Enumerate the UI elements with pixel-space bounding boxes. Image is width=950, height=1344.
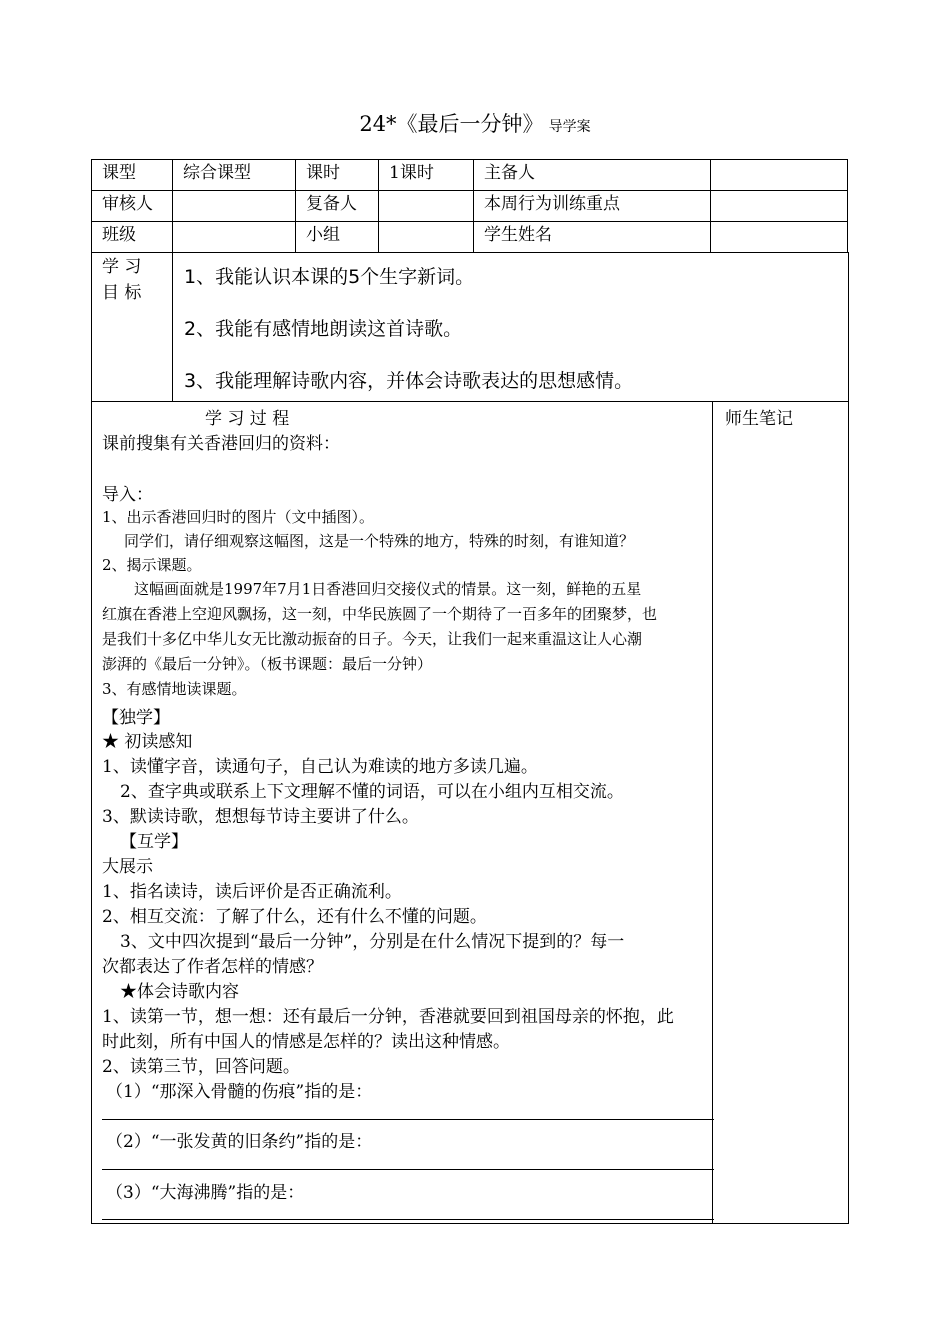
goal-item: 1、我能认识本课的5个生字新词。: [184, 266, 475, 288]
group-value: [379, 222, 474, 253]
group-label: 小组: [296, 222, 379, 253]
reviewer-value: [173, 191, 296, 222]
title-sub: 导学案: [548, 119, 591, 135]
header-row: [92, 191, 848, 222]
answer-line[interactable]: [102, 1119, 714, 1120]
process-line: （2）“一张发黄的旧条约”指的是：: [106, 1132, 373, 1152]
process-heading: 学 习 过 程: [205, 409, 290, 429]
process-line: 课前搜集有关香港回归的资料：: [102, 434, 340, 454]
student-name-label: 学生姓名: [474, 222, 711, 253]
learning-process-section: [91, 402, 849, 1224]
goals-label-line-1: 学 习: [102, 257, 142, 277]
period-label: 课时: [296, 160, 379, 191]
co-preparer-label: 复备人: [296, 191, 379, 222]
process-line: 1、指名读诗，读后评价是否正确流利。: [102, 882, 402, 902]
process-line: ★体会诗歌内容: [120, 982, 239, 1002]
process-line: 导入：: [102, 485, 153, 505]
process-line: 次都表达了作者怎样的情感？: [102, 957, 323, 977]
process-line: 澎湃的《最后一分钟》。（板书课题：最后一分钟）: [102, 655, 433, 673]
process-line: 这幅画面就是1997年7月1日香港回归交接仪式的情景。这一刻，鲜艳的五星: [134, 580, 642, 598]
process-line: 1、读第一节，想一想：还有最后一分钟，香港就要回到祖国母亲的怀抱，此: [102, 1007, 674, 1027]
lesson-type-label: 课型: [92, 160, 173, 191]
title-main: 24*《最后一分钟》: [359, 112, 544, 136]
student-name-value: [711, 222, 848, 253]
answer-line[interactable]: [102, 1169, 714, 1170]
header-table: [91, 159, 848, 253]
process-line: 大展示: [102, 857, 153, 877]
reviewer-label: 审核人: [92, 191, 173, 222]
process-line: 2、揭示课题。: [102, 556, 202, 574]
process-line: （1）“那深入骨髓的伤痕”指的是：: [106, 1082, 373, 1102]
notes-column: [712, 402, 850, 1223]
co-preparer-value: [379, 191, 474, 222]
lead-preparer-label: 主备人: [474, 160, 711, 191]
process-line: 【独学】: [102, 708, 170, 728]
process-line: 2、相互交流：了解了什么，还有什么不懂的问题。: [102, 907, 487, 927]
document-title: [0, 108, 950, 138]
goals-label-line-2: 目 标: [102, 283, 142, 303]
answer-line[interactable]: [102, 1219, 714, 1220]
process-line: 红旗在香港上空迎风飘扬，这一刻，中华民族圆了一个期待了一百多年的团聚梦，也: [102, 605, 658, 623]
period-value: 1课时: [379, 160, 474, 191]
header-row: [92, 222, 848, 253]
process-line: ★ 初读感知: [102, 732, 193, 752]
process-line: 1、出示香港回归时的图片（文中插图）。: [102, 508, 375, 526]
process-line: 时此刻，所有中国人的情感是怎样的？读出这种情感。: [102, 1032, 510, 1052]
process-line: 2、读第三节，回答问题。: [102, 1057, 300, 1077]
process-line: 【互学】: [120, 832, 188, 852]
process-line: 3、有感情地读课题。: [102, 680, 247, 698]
class-value: [173, 222, 296, 253]
learning-goals-label: [92, 252, 173, 401]
lesson-type-value: 综合课型: [173, 160, 296, 191]
process-line: 是我们十多亿中华儿女无比激动振奋的日子。今天，让我们一起来重温这让人心潮: [102, 630, 643, 648]
lead-preparer-value: [711, 160, 848, 191]
process-line: （3）“大海沸腾”指的是：: [106, 1183, 305, 1203]
process-line: 3、文中四次提到“最后一分钟”，分别是在什么情况下提到的？每一: [120, 932, 625, 952]
header-row: [92, 160, 848, 191]
weekly-focus-value: [711, 191, 848, 222]
process-line: 3、默读诗歌，想想每节诗主要讲了什么。: [102, 807, 419, 827]
process-line: 1、读懂字音，读通句子，自己认为难读的地方多读几遍。: [102, 757, 538, 777]
process-line: 同学们，请仔细观察这幅图，这是一个特殊的地方，特殊的时刻，有谁知道？: [124, 532, 635, 550]
goal-item: 2、我能有感情地朗读这首诗歌。: [184, 318, 463, 340]
goal-item: 3、我能理解诗歌内容，并体会诗歌表达的思想感情。: [184, 370, 634, 392]
class-label: 班级: [92, 222, 173, 253]
learning-goals-section: [91, 252, 849, 402]
notes-label: 师生笔记: [725, 409, 793, 429]
goals-list: [184, 262, 633, 418]
process-line: 2、查字典或联系上下文理解不懂的词语，可以在小组内互相交流。: [120, 782, 624, 802]
weekly-focus-label: 本周行为训练重点: [474, 191, 711, 222]
